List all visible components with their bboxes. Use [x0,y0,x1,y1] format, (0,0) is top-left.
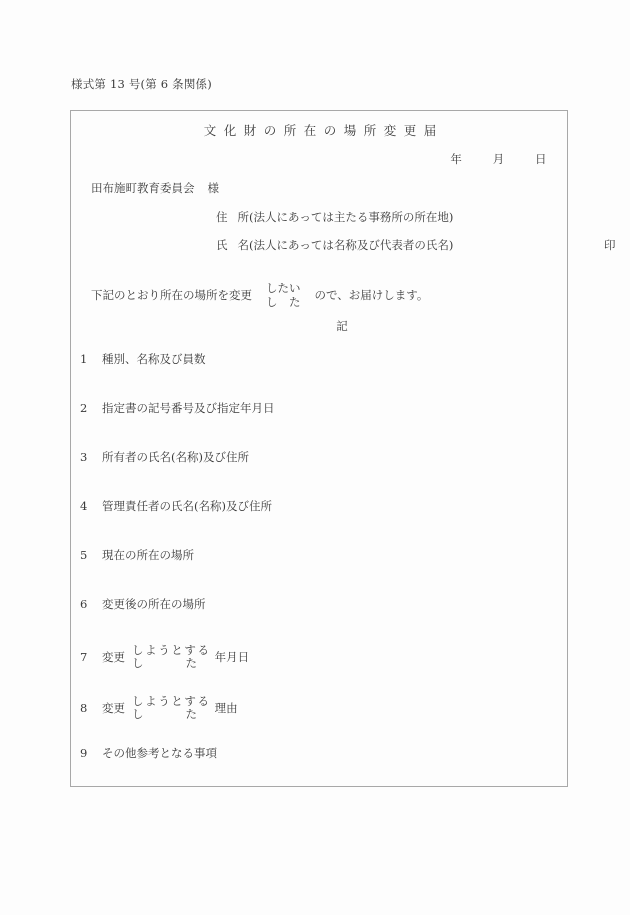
addressee-organization: 田布施町教育委員会 [91,181,195,195]
item-alt-lower-head: し [132,656,144,670]
declaration-alternative [266,281,301,309]
list-item [80,596,206,612]
list-item [80,400,275,416]
item-number: 8 [80,701,88,715]
applicant-address-row [216,210,453,238]
list-item [80,351,206,367]
item-alt-lower [132,657,211,670]
declaration-alt-upper: したい [266,281,301,295]
item-alt-lower [132,708,211,721]
applicant-name-label: 氏 [216,238,228,252]
seal-mark: 印 [604,238,616,252]
date-line [450,151,547,167]
item-label: 所有者の氏名(名称)及び住所 [102,450,249,464]
form-border-box [70,110,616,787]
applicant-name-text: 名(法人にあっては名称及び代表者の氏名) [237,238,454,252]
form-content [71,111,616,788]
item-alt-lower-tail: た [185,656,197,670]
item-label: 管理責任者の氏名(名称)及び住所 [102,499,272,513]
item-label: 種別、名称及び員数 [102,352,206,366]
page-title: 文化財の所在の場所変更届 [203,123,444,138]
item-label: 変更 [102,650,125,664]
item-alt-upper: しようとする [132,643,211,657]
applicant-address-label: 住 [216,210,228,224]
item-tail: 年月日 [214,650,250,664]
addressee [91,180,219,196]
item-number: 4 [80,499,88,513]
item-number: 6 [80,597,88,611]
form-number: 様式第 13 号(第 6 条関係) [71,77,212,91]
item-label: 現在の所在の場所 [102,548,194,562]
list-item [80,695,238,721]
date-day-label: 日 [535,152,547,166]
item-number: 2 [80,401,88,415]
item-tail: 理由 [214,701,238,715]
declaration-alt-lower: し た [266,295,301,309]
item-label: 変更後の所在の場所 [102,597,206,611]
item-alternative [132,644,211,670]
declaration-sentence [91,281,428,309]
list-item [80,644,249,670]
item-number: 3 [80,450,88,464]
item-alt-lower-head: し [132,707,144,721]
declaration-prefix: 下記のとおり所在の場所を変更 [91,288,252,302]
list-item [80,498,272,514]
item-alt-lower-tail: た [185,707,197,721]
list-item [80,547,194,563]
item-alt-upper: しようとする [132,694,211,708]
date-year-label: 年 [450,152,463,166]
list-item [80,449,249,465]
item-number: 9 [80,746,88,760]
addressee-honorific: 様 [207,181,219,195]
date-month-label: 月 [492,152,505,166]
list-item [80,745,217,761]
item-number: 7 [80,650,88,664]
item-label: 変更 [102,701,125,715]
item-number: 1 [80,352,88,366]
applicant-address-text: 所(法人にあっては主たる事務所の所在地) [237,210,454,224]
item-alternative [132,695,211,721]
ki-heading: 記 [336,319,348,333]
applicant-name-row [216,238,616,266]
declaration-suffix: ので、お届けします。 [314,288,429,302]
item-label: その他参考となる事項 [102,746,217,760]
item-number: 5 [80,548,88,562]
applicant-block [216,210,616,266]
item-label: 指定書の記号番号及び指定年月日 [102,401,275,415]
